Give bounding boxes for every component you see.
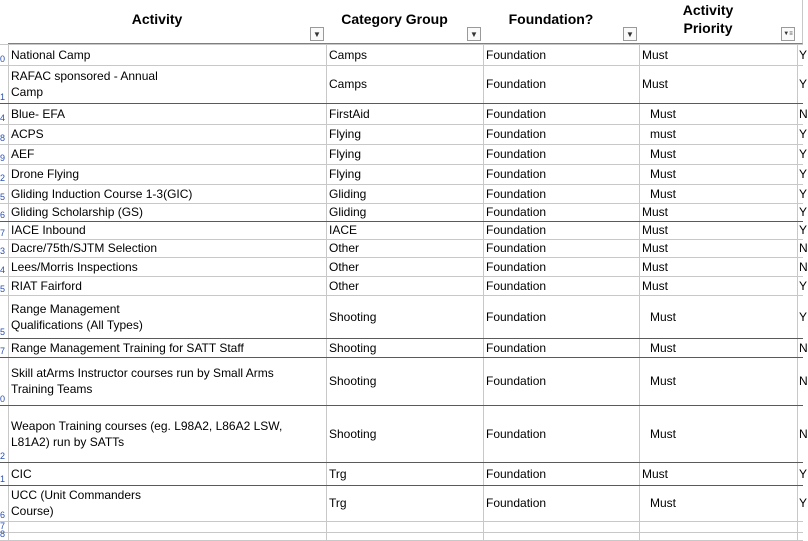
cell-priority[interactable]: Must [642, 205, 669, 219]
cell-activity[interactable] [11, 532, 323, 540]
cell-activity[interactable]: Drone Flying [11, 167, 80, 181]
column-header-label: Category Group [341, 11, 448, 27]
cell-extra[interactable]: Y [799, 309, 808, 324]
cell-foundation[interactable]: Foundation [486, 340, 547, 355]
cell-category[interactable]: Flying [329, 127, 362, 141]
cell-category[interactable]: Trg [329, 466, 347, 481]
cell-activity[interactable]: Gliding Induction Course 1-3(GIC) [11, 186, 193, 201]
cell-priority[interactable]: Must [650, 340, 677, 355]
cell-foundation[interactable]: Foundation [486, 147, 547, 161]
cell-priority[interactable] [642, 532, 802, 540]
cell-category[interactable]: FirstAid [329, 106, 370, 121]
cell-activity[interactable]: UCC (Unit Commanders Course) [11, 488, 142, 518]
cell-foundation[interactable]: Foundation [486, 106, 547, 121]
cell-priority[interactable]: Must [642, 259, 669, 274]
cell-extra[interactable] [799, 521, 803, 532]
cell-priority[interactable]: must [650, 127, 677, 141]
cell-foundation[interactable]: Foundation [486, 77, 547, 91]
row-number[interactable]: 8 [0, 529, 6, 539]
cell-activity[interactable]: Blue- EFA [11, 106, 66, 121]
row-number[interactable]: 1 [0, 474, 6, 484]
row-number[interactable]: 4 [0, 113, 6, 123]
cell-category[interactable]: Shooting [329, 340, 377, 355]
cell-category[interactable]: Other [329, 241, 360, 255]
cell-priority[interactable]: Must [642, 223, 669, 237]
cell-priority[interactable]: Must [650, 167, 677, 181]
cell-category[interactable]: Shooting [329, 426, 377, 441]
cell-extra[interactable]: Y [799, 466, 808, 481]
row-number[interactable]: 0 [0, 54, 6, 64]
cell-foundation[interactable]: Foundation [486, 167, 547, 181]
row-number[interactable]: 6 [0, 510, 6, 520]
cell-priority[interactable]: Must [650, 106, 677, 121]
cell-foundation[interactable]: Foundation [486, 186, 547, 201]
cell-activity[interactable]: AEF [11, 147, 35, 161]
cell-foundation[interactable]: Foundation [486, 309, 547, 324]
filter-dropdown-icon[interactable]: ▼ [467, 27, 481, 41]
row-number[interactable]: 2 [0, 173, 6, 183]
cell-category[interactable] [329, 532, 480, 540]
cell-extra[interactable]: Y [799, 496, 808, 510]
column-header-label: Activity [131, 11, 183, 27]
row-number[interactable]: 7 [0, 228, 6, 238]
cell-category[interactable]: Flying [329, 167, 362, 181]
cell-extra[interactable]: Y [799, 186, 808, 201]
cell-category[interactable]: Camps [329, 77, 368, 91]
cell-priority[interactable]: Must [642, 77, 669, 91]
row-number[interactable]: 5 [0, 284, 6, 294]
cell-category[interactable]: Other [329, 278, 360, 293]
cell-foundation[interactable]: Foundation [486, 496, 547, 510]
row-number[interactable]: 4 [0, 265, 6, 275]
cell-priority[interactable]: Must [650, 496, 677, 510]
column-gridline [639, 44, 640, 540]
cell-extra[interactable]: N [799, 374, 808, 388]
column-header-foundation[interactable] [483, 0, 640, 44]
cell-priority[interactable]: Must [642, 241, 669, 255]
cell-priority[interactable]: Must [650, 147, 677, 161]
cell-activity[interactable]: Weapon Training courses (eg. L98A2, L86A2 LSW, L81A2) run by SATTs [11, 418, 283, 449]
cell-activity[interactable] [11, 521, 323, 532]
cell-category[interactable]: Other [329, 259, 360, 274]
cell-activity[interactable]: RIAT Fairford [11, 278, 82, 293]
row-number[interactable]: 6 [0, 210, 6, 220]
cell-extra[interactable]: Y [799, 47, 808, 62]
cell-foundation[interactable]: Foundation [486, 466, 547, 481]
cell-extra[interactable]: Y [799, 278, 808, 293]
cell-priority[interactable]: Must [650, 309, 677, 324]
cell-foundation[interactable] [486, 532, 636, 540]
filter-active-icon[interactable]: ▼≡ [781, 27, 795, 41]
cell-extra[interactable]: N [799, 241, 808, 255]
cell-foundation[interactable]: Foundation [486, 259, 547, 274]
cell-extra[interactable]: N [799, 106, 808, 121]
row-number[interactable]: 7 [0, 521, 6, 531]
cell-priority[interactable]: Must [642, 278, 669, 293]
cell-activity[interactable]: Range Management Qualifications (All Types) [11, 301, 143, 332]
cell-priority[interactable]: Must [642, 47, 669, 62]
cell-category[interactable]: Gliding [329, 205, 367, 219]
filter-dropdown-icon[interactable]: ▼ [310, 27, 324, 41]
cell-priority[interactable] [642, 521, 802, 532]
column-header-extra[interactable] [797, 0, 803, 44]
cell-activity[interactable]: National Camp [11, 47, 91, 62]
row-number[interactable]: 7 [0, 346, 6, 356]
cell-category[interactable]: Trg [329, 496, 347, 510]
row-number[interactable]: 2 [0, 451, 6, 461]
cell-activity[interactable]: ACPS [11, 127, 44, 141]
cell-activity[interactable]: Skill atArms Instructor courses run by Small Arms Training Teams [11, 366, 274, 396]
cell-foundation[interactable]: Foundation [486, 426, 547, 441]
row-number[interactable]: 5 [0, 192, 6, 202]
cell-priority[interactable]: Must [650, 186, 677, 201]
cell-category[interactable] [329, 521, 480, 532]
cell-category[interactable]: Shooting [329, 374, 377, 388]
cell-extra[interactable]: N [799, 340, 808, 355]
cell-activity[interactable]: Lees/Morris Inspections [11, 259, 138, 274]
cell-extra[interactable]: Y [799, 147, 808, 161]
cell-foundation[interactable]: Foundation [486, 278, 547, 293]
cell-priority[interactable]: Must [650, 374, 677, 388]
cell-activity[interactable]: RAFAC sponsored - Annual Camp [11, 69, 158, 99]
column-header-category-group[interactable] [326, 0, 484, 44]
row-number[interactable]: 5 [0, 327, 6, 337]
column-header-label: Activity Priority [682, 2, 734, 36]
cell-category[interactable]: Camps [329, 47, 368, 62]
cell-activity[interactable]: Gliding Scholarship (GS) [11, 205, 144, 219]
cell-foundation[interactable]: Foundation [486, 127, 547, 141]
cell-foundation[interactable]: Foundation [486, 374, 547, 388]
column-gridline [483, 44, 484, 540]
cell-extra[interactable] [799, 532, 803, 540]
row-number[interactable]: 3 [0, 246, 6, 256]
cell-extra[interactable]: Y [799, 223, 808, 237]
cell-category[interactable]: Flying [329, 147, 362, 161]
row-number[interactable]: 0 [0, 394, 6, 404]
filter-dropdown-icon[interactable]: ▼ [623, 27, 637, 41]
cell-activity[interactable]: Dacre/75th/SJTM Selection [11, 241, 158, 255]
cell-extra[interactable]: Y [799, 77, 808, 91]
column-gridline [8, 44, 9, 540]
cell-extra[interactable]: Y [799, 167, 808, 181]
cell-priority[interactable]: Must [650, 426, 677, 441]
cell-extra[interactable]: Y [799, 127, 808, 141]
column-header-activity[interactable] [8, 0, 327, 44]
cell-category[interactable]: Shooting [329, 309, 377, 324]
cell-foundation[interactable]: Foundation [486, 241, 547, 255]
column-header-activity-priority[interactable] [639, 0, 798, 44]
cell-activity[interactable]: IACE Inbound [11, 223, 86, 237]
cell-foundation[interactable] [486, 521, 636, 532]
column-header-label: Foundation? [508, 11, 594, 27]
cell-extra[interactable]: N [799, 426, 808, 441]
cell-extra[interactable]: Y [799, 205, 808, 219]
cell-extra[interactable]: N [799, 259, 808, 274]
cell-foundation[interactable]: Foundation [486, 47, 547, 62]
cell-category[interactable]: IACE [329, 223, 358, 237]
cell-foundation[interactable]: Foundation [486, 223, 547, 237]
cell-activity[interactable]: Range Management Training for SATT Staff [11, 340, 244, 355]
cell-category[interactable]: Gliding [329, 186, 367, 201]
cell-priority[interactable]: Must [642, 466, 669, 481]
cell-foundation[interactable]: Foundation [486, 205, 547, 219]
column-gridline [326, 44, 327, 540]
row-number[interactable]: 8 [0, 133, 6, 143]
cell-activity[interactable]: CIC [11, 466, 32, 481]
row-number[interactable]: 9 [0, 153, 6, 163]
row-number[interactable]: 1 [0, 92, 6, 102]
